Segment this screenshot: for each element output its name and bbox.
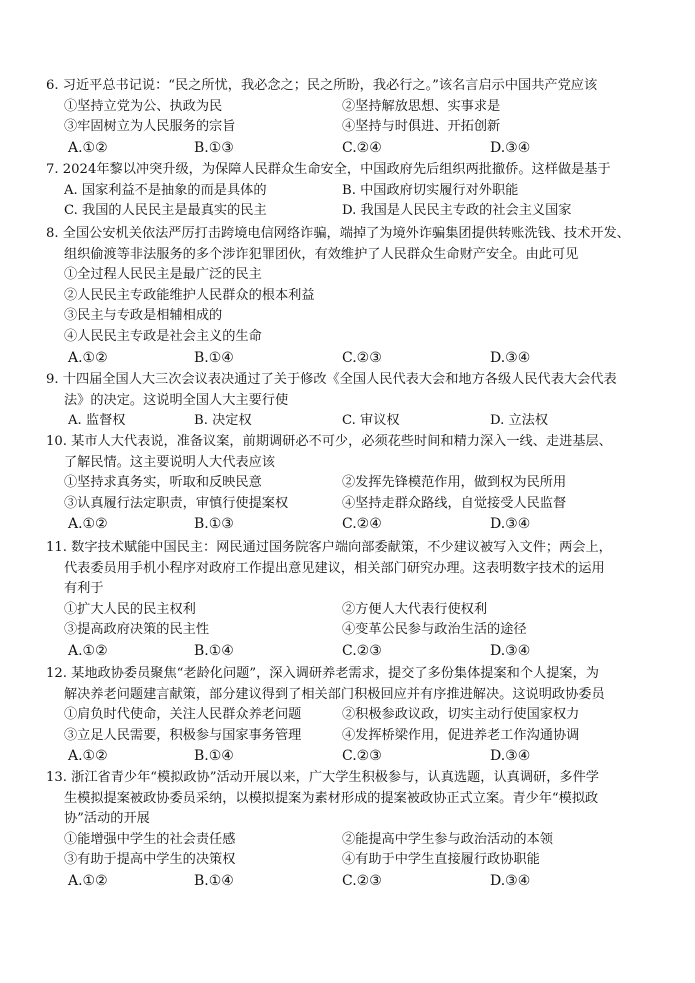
question-12 xyxy=(46,664,655,767)
question-stem-cont: 了解民情。这主要说明人大代表应该 xyxy=(64,454,275,470)
answer-d: D.③④ xyxy=(490,748,531,765)
answer-choices xyxy=(46,348,655,369)
option-1: ①坚持求真务实，听取和反映民意 xyxy=(64,475,262,491)
option-4: ④发挥桥梁作用，促进养老工作沟通协调 xyxy=(342,727,580,743)
option-2: ②方便人大代表行使权利 xyxy=(342,601,488,617)
question-stem: 9. 十四届全国人大三次会议表决通过了关于修改《全国人民代表大会和地方各级人民代表大会代表 xyxy=(46,372,617,387)
answer-a: A.①② xyxy=(68,748,108,765)
answer-choices xyxy=(46,411,655,432)
option-3: ③民主与专政是相辅相成的 xyxy=(64,308,223,324)
answer-choices xyxy=(46,871,655,892)
answer-d: D.③④ xyxy=(490,642,531,659)
answer-a: A.①② xyxy=(68,516,108,533)
option-c: C. 我国的人民民主是最真实的民主 xyxy=(64,203,267,219)
option-4: ④坚持与时俱进、开拓创新 xyxy=(342,119,501,135)
answer-b: B.①④ xyxy=(194,872,234,889)
option-1: ①坚持立党为公、执政为民 xyxy=(64,98,223,114)
question-stem: 13. 浙江省青少年“模拟政协”活动开展以来，广大学生积极参与，认真选题，认真调研，多件学 xyxy=(46,770,599,785)
options-row xyxy=(46,600,655,621)
answer-a: A.①② xyxy=(68,139,108,156)
question-8 xyxy=(46,224,655,368)
question-13 xyxy=(46,768,655,892)
option-2: ②人民民主专政能维护人民群众的根本利益 xyxy=(64,287,315,303)
answer-b: B.①④ xyxy=(194,642,234,659)
question-9 xyxy=(46,370,655,432)
option-4: ④坚持走群众路线，自觉接受人民监督 xyxy=(342,495,567,511)
option-1: ①扩大人民的民主权利 xyxy=(64,601,196,617)
options-row xyxy=(46,181,655,202)
option-3: ③提高政府决策的民主性 xyxy=(64,622,210,638)
option-3: ③认真履行法定职责，审慎行使提案权 xyxy=(64,495,289,511)
option-3: ③立足人民需要，积极参与国家事务管理 xyxy=(64,727,302,743)
question-stem: 6. 习近平总书记说：“民之所忧，我必念之；民之所盼，我必行之。”该名言启示中国共产党应该 xyxy=(46,78,598,93)
answer-b: B.①④ xyxy=(194,748,234,765)
answer-d: D.③④ xyxy=(490,139,531,156)
answer-choices xyxy=(46,746,655,767)
answer-c: C.②③ xyxy=(342,872,382,889)
option-d: D. 我国是人民民主专政的社会主义国家 xyxy=(342,203,572,219)
answer-c: C.②③ xyxy=(342,349,382,366)
question-6 xyxy=(46,76,655,158)
option-4: ④人民民主专政是社会主义的生命 xyxy=(64,328,262,344)
answer-c: C.②③ xyxy=(342,642,382,659)
question-stem-cont: 协”活动的开展 xyxy=(64,811,150,827)
option-2: ②坚持解放思想、实事求是 xyxy=(342,98,501,114)
option-4: ④有助于中学生直接履行政协职能 xyxy=(342,852,540,868)
question-stem: 8. 全国公安机关依法严厉打击跨境电信网络诈骗，端掉了为境外诈骗集团提供转账洗钱、技术开发、 xyxy=(46,226,630,241)
option-2: ②积极参政议政，切实主动行使国家权力 xyxy=(342,707,580,723)
option-2: ②发挥先锋模范作用，做到权为民所用 xyxy=(342,475,567,491)
options-row xyxy=(46,494,655,515)
options-row xyxy=(46,705,655,726)
question-stem: 7. 2024年黎以冲突升级，为保障人民群众生命安全，中国政府先后组织两批撤侨。这样做是基于 xyxy=(46,162,611,177)
options-row xyxy=(46,830,655,851)
question-stem-cont: 法》的决定。这说明全国人大主要行使 xyxy=(64,392,289,408)
answer-choices xyxy=(46,138,655,159)
options-row xyxy=(46,201,655,222)
question-10 xyxy=(46,432,655,535)
answer-d: D.③④ xyxy=(490,349,531,366)
answer-a: A.①② xyxy=(68,349,108,366)
options-row xyxy=(46,620,655,641)
answer-c: C.②④ xyxy=(342,516,382,533)
option-1: ①能增强中学生的社会责任感 xyxy=(64,831,236,847)
question-stem-cont: 有利于 xyxy=(64,581,104,597)
option-3: ③有助于提高中学生的决策权 xyxy=(64,852,236,868)
answer-d: D.③④ xyxy=(490,516,531,533)
options-row xyxy=(46,726,655,747)
option-3: ③牢固树立为人民服务的宗旨 xyxy=(64,119,236,135)
answer-b: B.①④ xyxy=(194,349,234,366)
option-1: ①肩负时代使命，关注人民群众养老问题 xyxy=(64,707,302,723)
answer-c: C.②③ xyxy=(342,748,382,765)
option-1: ①全过程人民民主是最广泛的民主 xyxy=(64,267,262,283)
question-7 xyxy=(46,160,655,222)
answer-choices xyxy=(46,514,655,535)
answer-b: B. 决定权 xyxy=(194,413,252,429)
question-stem: 11. 数字技术赋能中国民主：网民通过国务院客户端向部委献策，不少建议被写入文件；两会上， xyxy=(46,540,612,555)
answer-c: C.②④ xyxy=(342,139,382,156)
answer-a: A. 监督权 xyxy=(68,413,126,429)
options-row xyxy=(46,97,655,118)
options-row xyxy=(46,117,655,138)
option-2: ②能提高中学生参与政治活动的本领 xyxy=(342,831,553,847)
options-row xyxy=(46,473,655,494)
option-b: B. 中国政府切实履行对外职能 xyxy=(342,182,519,198)
option-a: A. 国家利益不是抽象的而是具体的 xyxy=(64,182,267,198)
answer-a: A.①② xyxy=(68,642,108,659)
answer-d: D.③④ xyxy=(490,872,531,889)
answer-c: C. 审议权 xyxy=(342,413,400,429)
option-4: ④变革公民参与政治生活的途径 xyxy=(342,622,527,638)
answer-b: B.①③ xyxy=(194,516,234,533)
answer-choices xyxy=(46,641,655,662)
question-11 xyxy=(46,538,655,662)
question-stem-cont: 代表委员用手机小程序对政府工作提出意见建议，相关部门研究办理。这表明数字技术的运用 xyxy=(64,560,605,576)
answer-a: A.①② xyxy=(68,872,108,889)
options-row xyxy=(46,850,655,871)
answer-b: B.①③ xyxy=(194,139,234,156)
answer-d: D. 立法权 xyxy=(490,413,549,429)
question-stem-cont: 组织偷渡等非法服务的多个涉诈犯罪团伙，有效维护了人民群众生命财产安全。由此可见 xyxy=(64,246,579,262)
question-stem-cont: 解决养老问题建言献策，部分建议得到了相关部门积极回应并有序推进解决。这说明政协委员 xyxy=(64,686,605,702)
question-stem: 12. 某地政协委员聚焦“老龄化问题”，深入调研养老需求，提交了多份集体提案和个人提案，为 xyxy=(46,666,599,681)
question-stem-cont: 生模拟提案被政协委员采纳，以模拟提案为素材形成的提案被政协正式立案。青少年“模拟政 xyxy=(64,790,599,806)
question-stem: 10. 某市人大代表说，准备议案，前期调研必不可少，必须花些时间和精力深入一线、走进基层、 xyxy=(46,434,612,449)
